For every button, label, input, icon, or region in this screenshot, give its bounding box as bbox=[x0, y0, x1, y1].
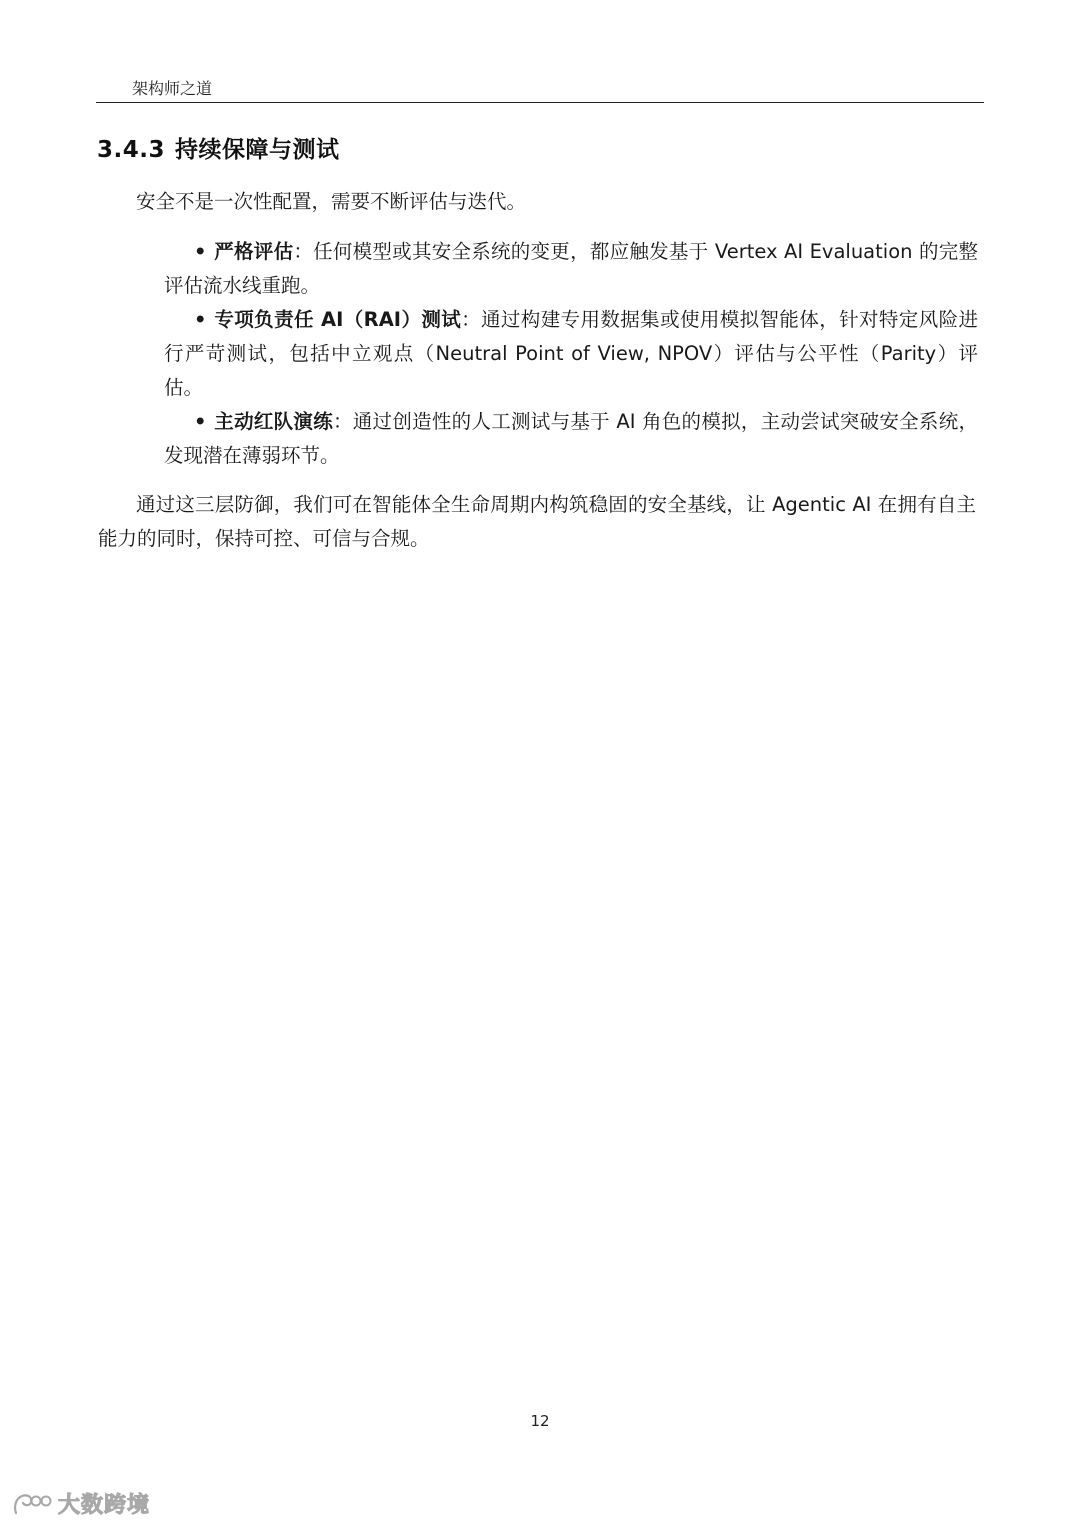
running-header: 架构师之道 bbox=[132, 79, 213, 98]
section-title-text: 持续保障与测试 bbox=[175, 137, 340, 163]
chat-bubble-logo-icon bbox=[12, 1491, 52, 1517]
bullet-icon: • bbox=[194, 240, 207, 263]
conclusion-paragraph: 通过这三层防御，我们可在智能体全生命周期内构筑稳固的安全基线，让 Agentic AI 在拥有自主能力的同时，保持可控、可信与合规。 bbox=[98, 493, 976, 550]
bullet-text: ：通过创造性的人工测试与基于 AI 角色的模拟，主动尝试突破安全系统，发现潜在薄弱环节。 bbox=[164, 410, 978, 467]
watermark bbox=[12, 1488, 150, 1519]
bullet-icon: • bbox=[194, 308, 207, 331]
bullet-text: ：通过构建专用数据集或使用模拟智能体，针对特定风险进行严苛测试，包括中立观点（Neutral Point of View, NPOV）评估与公平性（Parity）评估。 bbox=[164, 308, 978, 399]
bullet-term: 主动红队演练 bbox=[214, 410, 333, 433]
section-number: 3.4.3 bbox=[97, 137, 165, 163]
bullet-term: 严格评估 bbox=[214, 240, 294, 263]
bullet-item-strict-evaluation bbox=[164, 235, 978, 303]
bullet-item-rai-testing bbox=[164, 303, 978, 405]
bullet-term: 专项负责任 AI（RAI）测试 bbox=[214, 308, 462, 331]
header-divider bbox=[96, 102, 984, 103]
intro-paragraph: 安全不是一次性配置，需要不断评估与迭代。 bbox=[136, 190, 527, 213]
bullet-icon: • bbox=[194, 410, 207, 433]
bullet-item-red-teaming bbox=[164, 405, 978, 473]
bullet-text: ：任何模型或其安全系统的变更，都应触发基于 Vertex AI Evaluation 的完整评估流水线重跑。 bbox=[164, 240, 978, 297]
section-heading bbox=[97, 133, 340, 167]
page-number: 12 bbox=[530, 1412, 550, 1430]
watermark-text: 大数跨境 bbox=[58, 1493, 151, 1518]
